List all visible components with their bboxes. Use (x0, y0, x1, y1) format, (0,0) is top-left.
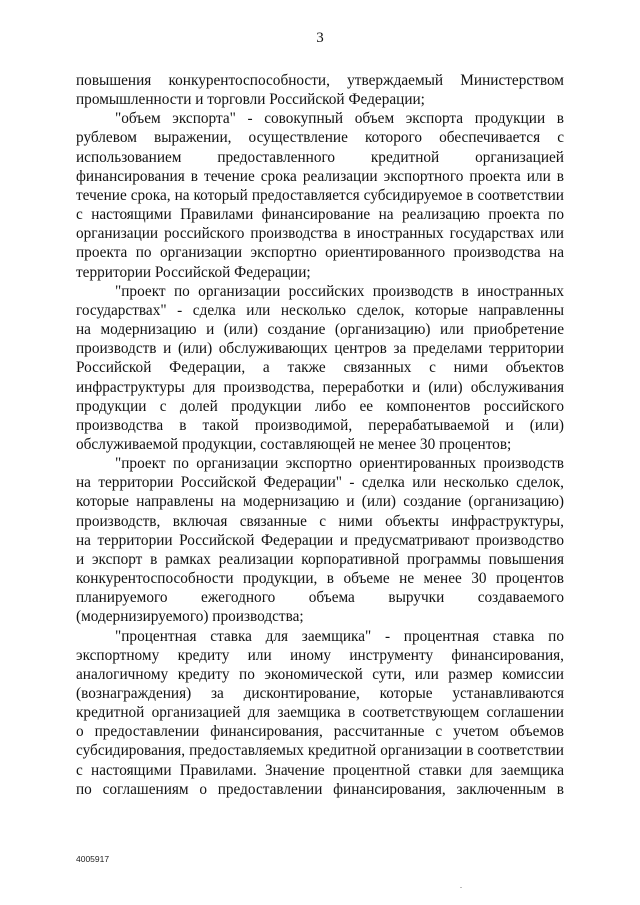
text-line: планируемого ежегодного объема выручки создаваемого (76, 589, 564, 607)
scan-speck (460, 887, 462, 888)
document-body (76, 71, 564, 799)
text-line: кредитной организацией для заемщика в соответствующем соглашении (76, 704, 564, 722)
paragraph-continuation (76, 71, 564, 109)
text-line: финансирования в течение срока реализации экспортного проекта или в (76, 167, 564, 185)
text-line: с настоящими Правилами финансирование на реализацию проекта по (76, 206, 564, 224)
text-line: (модернизируемого) производства; (76, 608, 304, 626)
text-line: организации российского производства в иностранных государствах или (76, 225, 564, 243)
definition-foreign-production-project (76, 282, 564, 454)
text-line: производств и (или) обслуживающих центров за пределами территории (76, 340, 564, 358)
text-line: "проект по организации российских производств в иностранных (115, 282, 564, 300)
text-line: с настоящими Правилами. Значение процентной ставки для заемщика (76, 761, 564, 779)
text-line: течение срока, на который предоставляется субсидируемое в соответствии (76, 186, 564, 204)
text-line: экспортному кредиту или иному инструменту финансирования, (76, 646, 564, 664)
text-line: по соглашениям о предоставлении финансирования, заключенным в (76, 780, 564, 798)
text-line: на территории Российской Федерации" - сделка или несколько сделок, (76, 474, 564, 492)
definition-borrower-interest-rate (76, 627, 564, 799)
text-line: субсидирования, предоставляемых кредитной организации в соответствии (76, 742, 564, 760)
text-line: которые направлены на модернизацию и (или) создание (организацию) (76, 493, 564, 511)
text-line: "объем экспорта" - совокупный объем экспорта продукции в (115, 110, 564, 128)
text-line: продукции с долей продукции либо ее компонентов российского (76, 397, 564, 415)
text-line: использованием предоставленного кредитной организацией (76, 148, 564, 166)
text-line: производств, включая связанные с ними объекты инфраструктуры, (76, 512, 564, 530)
text-line: "проект по организации экспортно ориентированных производств (115, 455, 564, 473)
definition-export-volume (76, 109, 564, 281)
text-line: "процентная ставка для заемщика" - процентная ставка по (115, 627, 564, 645)
text-line: повышения конкурентоспособности, утверждаемый Министерством (76, 72, 564, 89)
text-line: конкурентоспособности продукции, в объеме не менее 30 процентов (76, 570, 564, 588)
text-line: промышленности и торговли Российской Федерации; (76, 91, 425, 109)
text-line: о предоставлении финансирования, рассчитанные с учетом объемов (76, 723, 564, 741)
text-line: аналогичному кредиту по экономической сути, или размер комиссии (76, 665, 564, 683)
text-line: проекта по организации экспортно ориентированного производства на (76, 244, 564, 262)
text-line: обслуживаемой продукции, составляющей не менее 30 процентов; (76, 435, 512, 453)
text-line: и экспорт в рамках реализации корпоративной программы повышения (76, 550, 564, 568)
document-code: 4005917 (76, 854, 110, 864)
text-line: на модернизацию и (или) создание (организацию) или приобретение (76, 321, 564, 339)
text-line: государствах" - сделка или несколько сделок, которые направленны (76, 301, 564, 319)
text-line: Российской Федерации, а также связанных с ними объектов (76, 359, 564, 377)
text-line: производства в такой производимой, перерабатываемой и (или) (76, 416, 564, 434)
page-number: 3 (316, 30, 324, 46)
text-line: территории Российской Федерации; (76, 263, 311, 281)
definition-export-oriented-project (76, 454, 564, 626)
text-line: инфраструктуры для производства, переработки и (или) обслуживания (76, 378, 564, 396)
text-line: (вознаграждения) за дисконтирование, которые устанавливаются (76, 685, 564, 702)
text-line: рублевом выражении, осуществление которого обеспечивается с (76, 129, 564, 147)
text-line: на территории Российской Федерации и предусматривают производство (76, 531, 564, 549)
